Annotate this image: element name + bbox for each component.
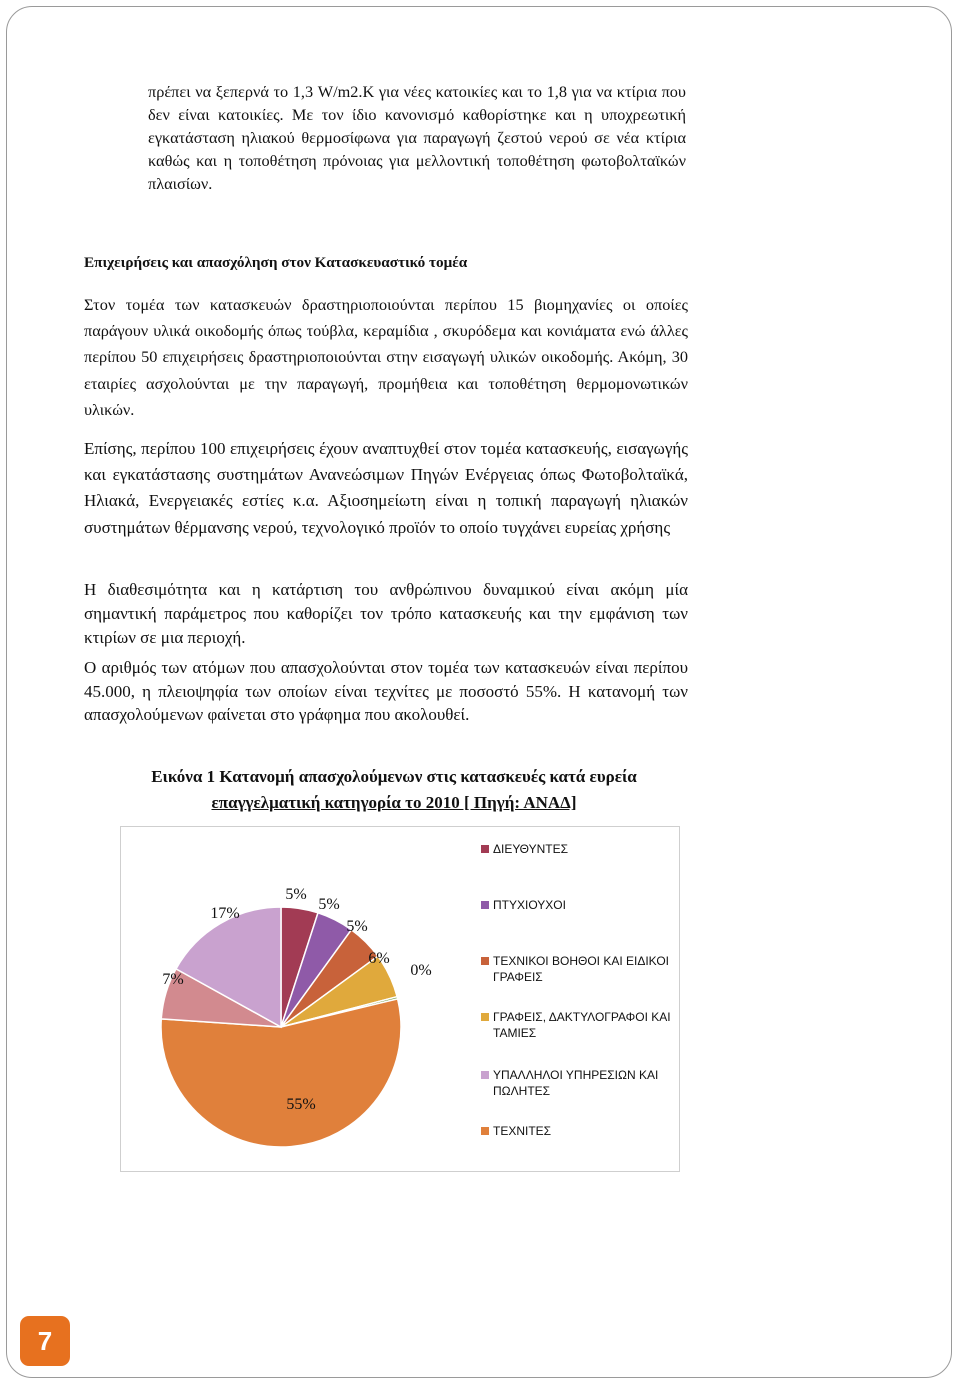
pie-slice-label: 55% bbox=[286, 1096, 316, 1113]
body-paragraph-3: Η διαθεσιμότητα και η κατάρτιση του ανθρώπινου δυναμικού είναι ακόμη μία σημαντική παράμετρος που καθορίζει τον τρόπο κατασκευής και την εμφάνιση των κτιρίων σε μια περιοχή. bbox=[84, 580, 688, 647]
section-heading: Επιχειρήσεις και απασχόληση στον Κατασκευαστικό τομέα bbox=[84, 254, 468, 271]
pie-slice-label: 17% bbox=[210, 905, 240, 922]
legend-label: ΥΠΑΛΛΗΛΟΙ ΥΠΗΡΕΣΙΩΝ ΚΑΙ ΠΩΛΗΤΕΣ bbox=[493, 1068, 659, 1098]
body-paragraph-4: Ο αριθμός των ατόμων που απασχολούνται στον τομέα των κατασκευών είναι περίπου 45.000, η πλειοψηφία των οποίων είναι τεχνίτες με ποσοστό 55%. Η κατανομή των απασχολούμενων φαίνεται στο γράφημα που ακολουθεί. bbox=[84, 658, 688, 725]
pie-slice-label: 7% bbox=[162, 971, 184, 988]
pie-slice-label: 5% bbox=[318, 896, 340, 913]
page-number: 7 bbox=[37, 1325, 53, 1356]
figure-caption-line-1: Εικόνα 1 Κατανομή απασχολούμενων στις κατασκευές κατά ευρεία bbox=[151, 767, 637, 786]
legend-swatch bbox=[481, 901, 489, 909]
pie-slice-label: 6% bbox=[368, 950, 390, 967]
legend-swatch bbox=[481, 1071, 489, 1079]
legend-label: ΔΙΕΥΘΥΝΤΕΣ bbox=[493, 842, 569, 856]
figure-caption bbox=[84, 764, 704, 816]
pie-slice-label: 5% bbox=[285, 886, 307, 903]
pie-chart-svg bbox=[121, 827, 481, 1173]
pie-slice-label: 0% bbox=[410, 962, 432, 979]
legend-label: ΠΤΥΧΙΟΥΧΟΙ bbox=[493, 898, 566, 912]
page-number-badge bbox=[20, 1316, 70, 1366]
legend-label: ΤΕΧΝΙΤΕΣ bbox=[493, 1124, 552, 1138]
intro-paragraph: πρέπει να ξεπερνά το 1,3 W/m2.K για νέες κατοικίες και το 1,8 για να κτίρια που δεν είναι κατοικίες. Με τον ίδιο κανονισμό καθορίστηκε και η υποχρεωτική εγκατάσταση ηλιακού θερμοσίφωνα για παραγωγή ζεστού νερού σε νέα κτίρια καθώς και η τοποθέτηση πρόνοιας για μελλοντική τοποθέτηση φωτοβολταϊκών πλαισίων. bbox=[148, 82, 686, 193]
legend-swatch bbox=[481, 1127, 489, 1135]
body-paragraph-2: Επίσης, περίπου 100 επιχειρήσεις έχουν αναπτυχθεί στον τομέα κατασκευής, εισαγωγής και εγκατάστασης συστημάτων Ανανεώσιμων Πηγών Ενέργειας όπως Φωτοβολταϊκά, Ηλιακά, Ενεργειακές εστίες κ.α. Αξιοσημείωτη είναι η τοπική παραγωγή ηλιακών συστημάτων θέρμανσης νερού, τεχνολογικό προϊόν το οποίο τυγχάνει ευρείας χρήσης bbox=[84, 439, 688, 537]
figure-caption-line-2: επαγγελματική κατηγορία το 2010 [ Πηγή: ΑΝΑΔ] bbox=[211, 793, 577, 812]
legend-swatch bbox=[481, 845, 489, 853]
legend-label: ΓΡΑΦΕΙΣ, ΔΑΚΤΥΛΟΓΡΑΦΟΙ ΚΑΙ ΤΑΜΙΕΣ bbox=[493, 1010, 671, 1040]
chart-legend bbox=[481, 827, 681, 1173]
pie-chart bbox=[120, 826, 680, 1172]
body-paragraph-1: Στον τομέα των κατασκευών δραστηριοποιούνται περίπου 15 βιομηχανίες οι οποίες παράγουν υλικά οικοδομής όπως τούβλα, κεραμίδια , σκυρόδεμα και κονιάματα ενώ άλλες περίπου 50 επιχειρήσεις δραστηριοποιούνται στην εισαγωγή υλικών οικοδομής. Ακόμη, 30 εταιρίες ασχολούνται με την παραγωγή, προμήθεια και τοποθέτηση θερμομονωτικών υλικών. bbox=[84, 295, 688, 419]
legend-label: ΤΕΧΝΙΚΟΙ ΒΟΗΘΟΙ ΚΑΙ ΕΙΔΙΚΟΙ ΓΡΑΦΕΙΣ bbox=[493, 954, 669, 984]
legend-swatch bbox=[481, 957, 489, 965]
pie-slice-label: 5% bbox=[346, 918, 368, 935]
legend-swatch bbox=[481, 1013, 489, 1021]
